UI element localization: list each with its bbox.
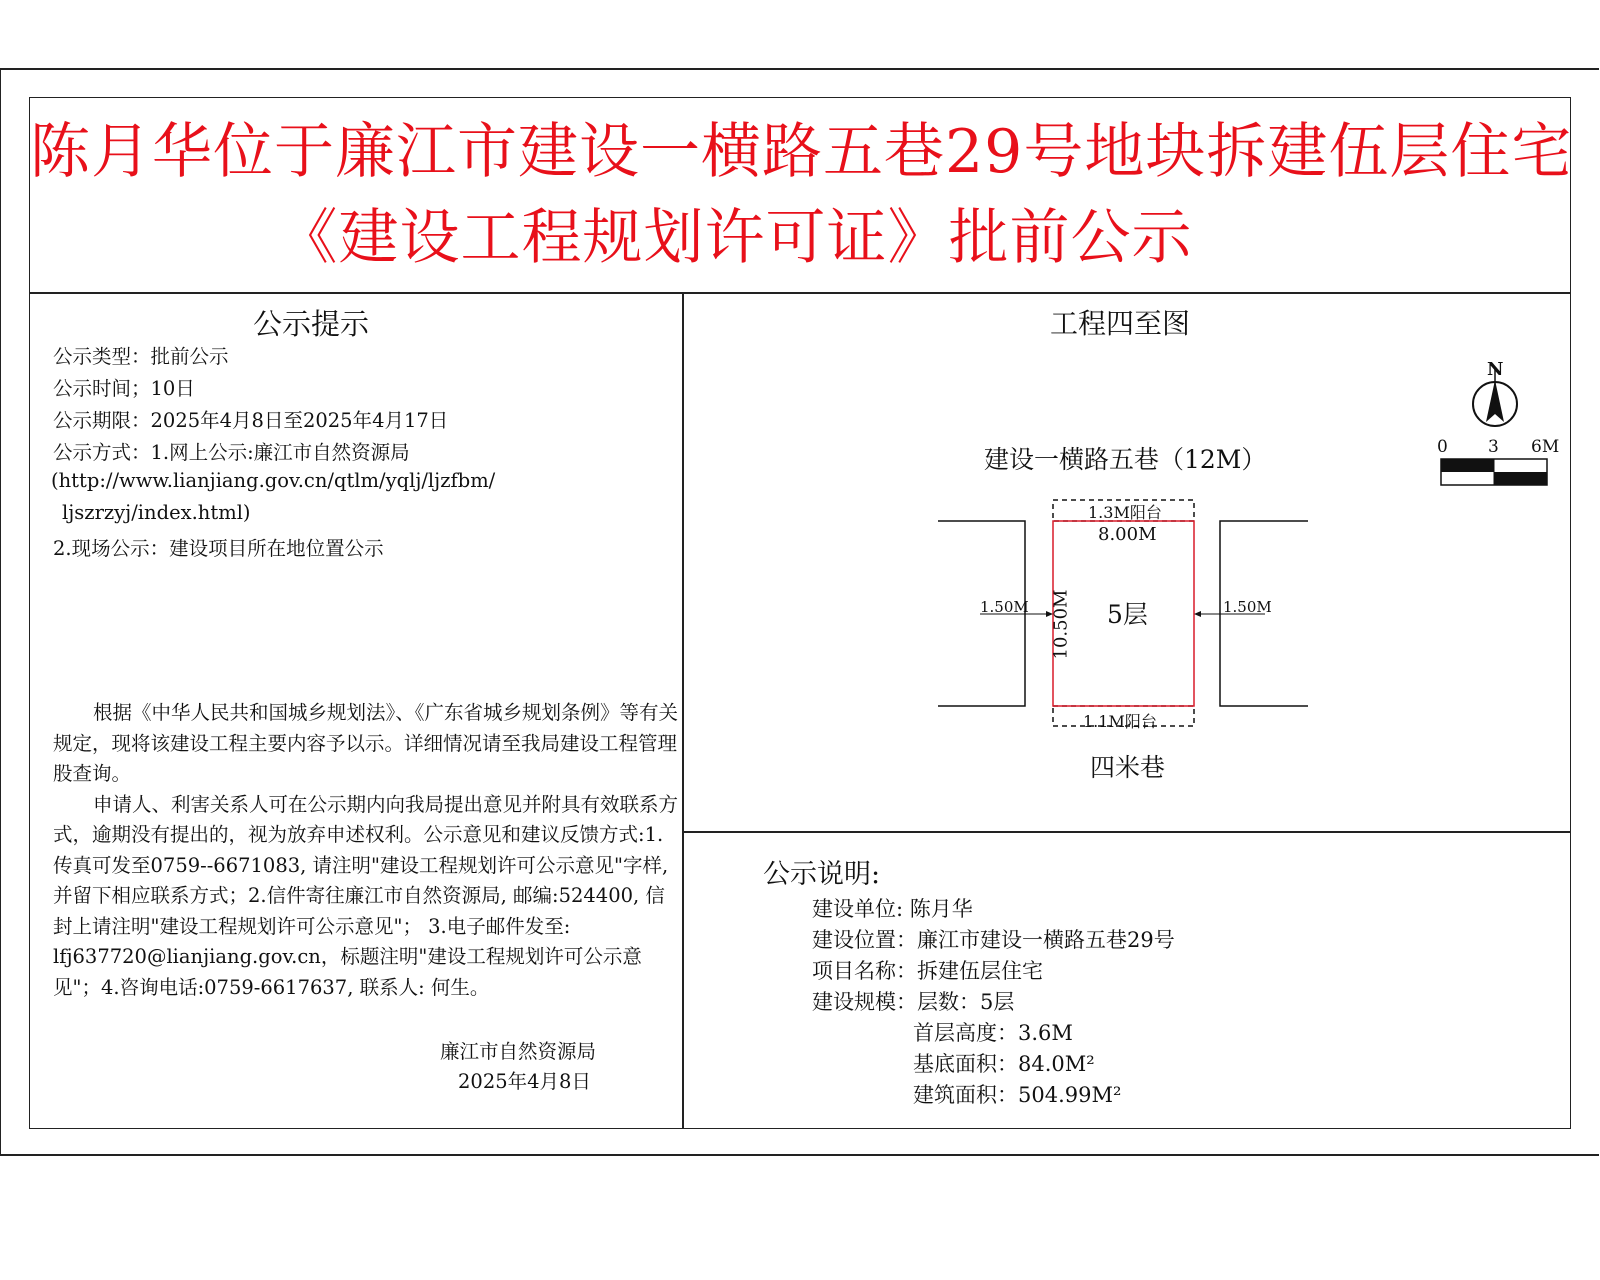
south-road-label: 四米巷 [1090,753,1166,782]
column-divider [682,292,684,1128]
building-floors-label: 5层 [1107,600,1148,629]
north-road-label: 建设一横路五巷（12M） [984,445,1267,474]
north-balcony-label: 1.3M阳台 [1088,503,1162,522]
notes-scale: 建设规模：层数：5层 [812,990,1015,1014]
issue-date: 2025年4月8日 [458,1070,591,1093]
scale-tick-3: 3 [1488,437,1499,457]
east-setback-label: 1.50M [1223,598,1272,616]
notes-total-area: 建筑面积：504.99M² [913,1083,1122,1107]
notice-url-line1: (http://www.lianjiang.gov.cn/qtlm/yqlj/ljzfbm/ [51,469,496,492]
map-notes-divider [682,831,1571,833]
notice-url-line2: ljszrzyj/index.html) [62,501,251,524]
site-map-heading: 工程四至图 [1050,307,1191,340]
notice-title-line2: 《建设工程规划许可证》批前公示 [277,203,1193,273]
notice-period: 公示期限：2025年4月8日至2025年4月17日 [53,409,449,432]
notice-duration: 公示时间；10日 [53,377,195,400]
notice-body-para2-email: lfj637720@lianjiang.gov.cn，标题注明"建设工程规划许可公示意见"；4.咨询电话:0759-6617637, 联系人: 何生。 [53,945,642,999]
notice-body-para1: 根据《中华人民共和国城乡规划法》、《广东省城乡规划条例》等有关规定，现将该建设工程主要内容予以示。详细情况请至我局建设工程管理股查询。 [53,701,678,785]
scale-tick-0: 0 [1437,437,1448,457]
building-width-label: 8.00M [1098,524,1157,545]
notice-body [53,698,678,1003]
notice-tips-heading: 公示提示 [253,307,370,341]
notice-onsite: 2.现场公示：建设项目所在地位置公示 [53,537,384,560]
notes-location: 建设位置：廉江市建设一横路五巷29号 [812,928,1175,952]
scale-tick-6m: 6M [1531,437,1560,457]
notes-first-floor: 首层高度：3.6M [913,1021,1073,1045]
notice-body-para2: 申请人、利害关系人可在公示期内向我局提出意见并附具有效联系方式，逾期没有提出的，视为放弃申述权利。公示意见和建议反馈方式:1.传真可发至0759--6671083, 请注明"建设工程规划许可公示意见"字样, 并留下相应联系方式；2.信件寄往廉江市自然资源局, 邮编:524400, 信封上请注明"建设工程规划许可公示意见"； 3.电子邮件发至: [53,792,678,938]
notes-heading: 公示说明: [763,859,881,890]
west-setback-label: 1.50M [980,598,1029,616]
south-balcony-label: 1.1M阳台 [1083,712,1157,731]
notes-base-area: 基底面积：84.0M² [913,1052,1095,1076]
notice-method: 公示方式：1.网上公示:廉江市自然资源局 [53,441,410,464]
notes-project: 项目名称：拆建伍层住宅 [812,959,1043,983]
north-label: N [1487,359,1504,380]
building-depth-label: 10.50M [1050,589,1072,660]
issuer-name: 廉江市自然资源局 [440,1040,597,1063]
title-divider [29,292,1571,294]
notice-title-line1: 陈月华位于廉江市建设一横路五巷29号地块拆建伍层住宅 [30,117,1573,187]
notice-type: 公示类型：批前公示 [53,345,229,368]
notes-unit: 建设单位: 陈月华 [812,897,973,921]
site-plan-drawing [690,320,1570,820]
